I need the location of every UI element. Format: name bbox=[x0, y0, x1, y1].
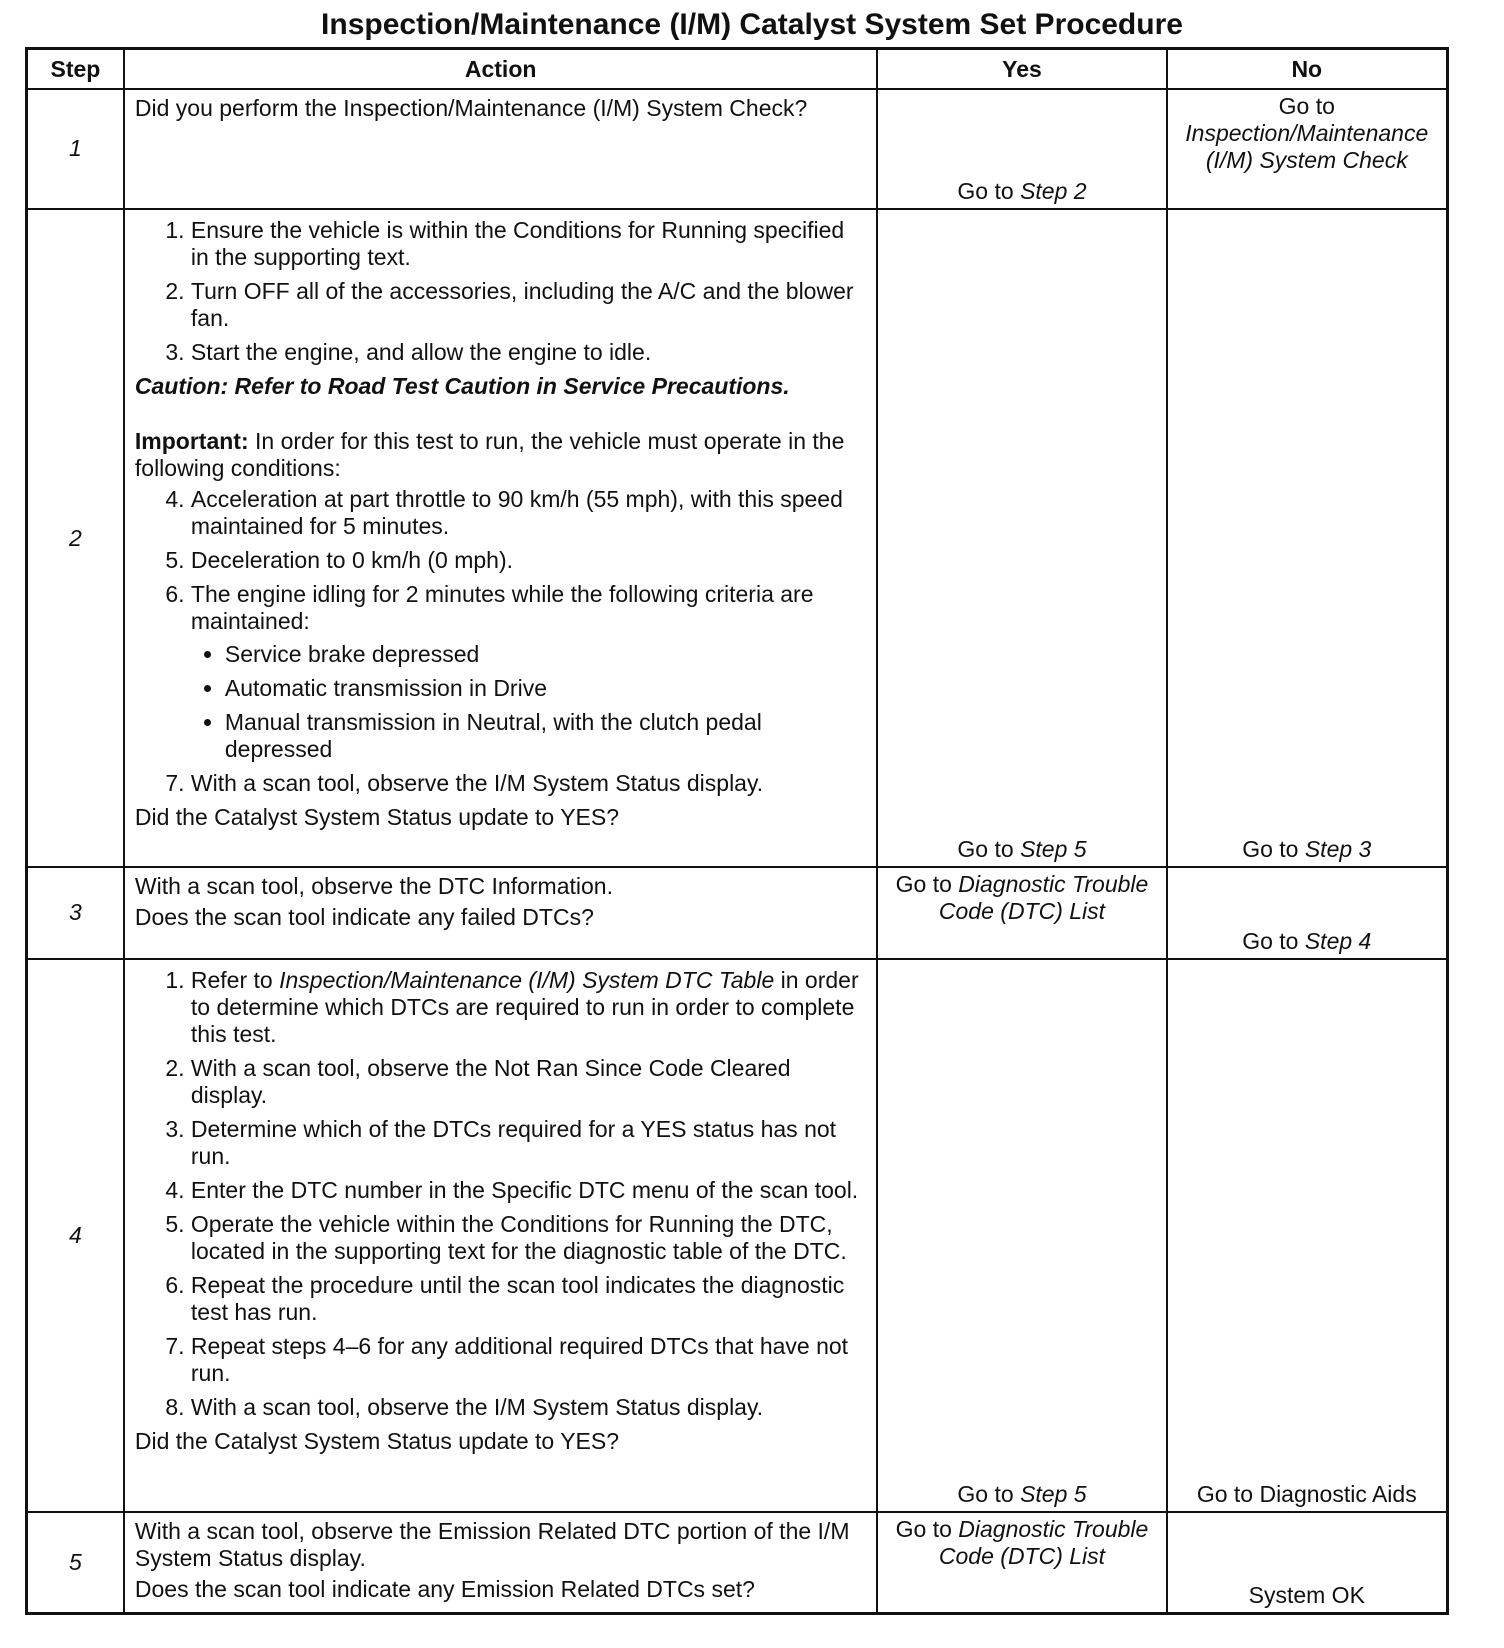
table-row bbox=[27, 209, 1448, 867]
bullet-item: • Automatic transmission in Drive bbox=[225, 675, 867, 702]
list-item: 1. Ensure the vehicle is within the Conditions for Running specified in the supporting text. bbox=[191, 217, 867, 271]
action-question: Did you perform the Inspection/Maintenance (I/M) System Check? bbox=[134, 95, 808, 121]
list-item: 3. Start the engine, and allow the engine to idle. bbox=[191, 339, 867, 366]
no-cell bbox=[1167, 959, 1448, 1513]
yes-prefix: Go to bbox=[957, 177, 1021, 204]
list-item: 2. With a scan tool, observe the Not Ran Since Code Cleared display. bbox=[191, 1055, 867, 1109]
no-prefix: Go to bbox=[1278, 93, 1335, 119]
step-number: 4 bbox=[27, 959, 124, 1513]
action-text: With a scan tool, observe the DTC Information. bbox=[134, 873, 613, 900]
numbered-list bbox=[135, 486, 867, 797]
step-number: 5 bbox=[27, 1512, 124, 1613]
bullet-item: • Service brake depressed bbox=[225, 641, 867, 668]
important-text: In order for this test to run, the vehicle must operate in the following conditions: bbox=[134, 427, 845, 481]
list-item: 8. With a scan tool, observe the I/M System Status display. bbox=[191, 1394, 867, 1421]
yes-cell bbox=[877, 867, 1166, 958]
yes-cell bbox=[877, 959, 1166, 1513]
numbered-list bbox=[135, 217, 867, 366]
list-item: 4. Acceleration at part throttle to 90 km/h (55 mph), with this speed maintained for 5 minutes. bbox=[191, 486, 867, 540]
list-item: 7. Repeat steps 4–6 for any additional required DTCs that have not run. bbox=[191, 1333, 867, 1387]
no-prefix: Go to bbox=[1242, 836, 1305, 863]
list-item: 2. Turn OFF all of the accessories, including the A/C and the blower fan. bbox=[191, 278, 867, 332]
important-note bbox=[135, 428, 867, 482]
yes-prefix: Go to bbox=[957, 836, 1021, 863]
no-text[interactable]: Go to Diagnostic Aids bbox=[1196, 1481, 1417, 1508]
header-no: No bbox=[1167, 49, 1448, 90]
no-text: System OK bbox=[1248, 1582, 1365, 1608]
list-item: 5. Deceleration to 0 km/h (0 mph). bbox=[191, 547, 867, 574]
dtc-table-link[interactable]: Inspection/Maintenance (I/M) System DTC Table bbox=[279, 966, 775, 993]
action-cell bbox=[124, 209, 878, 867]
yes-cell bbox=[877, 89, 1166, 209]
header-row bbox=[27, 49, 1448, 90]
list-item bbox=[191, 967, 867, 1048]
action-cell bbox=[124, 1512, 878, 1613]
caution-note bbox=[135, 373, 867, 400]
yes-link[interactable]: Step 5 bbox=[1020, 1481, 1087, 1508]
action-question: Does the scan tool indicate any Emission Related DTCs set? bbox=[134, 1576, 755, 1603]
step-number: 2 bbox=[27, 209, 124, 867]
header-yes: Yes bbox=[877, 49, 1166, 90]
no-cell bbox=[1167, 1512, 1448, 1613]
yes-link[interactable]: Diagnostic Trouble Code (DTC) List bbox=[938, 871, 1149, 925]
action-text: With a scan tool, observe the Emission Related DTC portion of the I/M System Status display. bbox=[134, 1518, 850, 1572]
list-item: 4. Enter the DTC number in the Specific DTC menu of the scan tool. bbox=[191, 1177, 867, 1204]
yes-prefix: Go to bbox=[895, 871, 959, 898]
page-title: Inspection/Maintenance (I/M) Catalyst System Set Procedure bbox=[321, 8, 1183, 41]
list-item: 7. With a scan tool, observe the I/M System Status display. bbox=[191, 770, 867, 797]
no-cell bbox=[1167, 867, 1448, 958]
table-row bbox=[27, 89, 1448, 209]
no-cell bbox=[1167, 209, 1448, 867]
action-cell bbox=[124, 959, 878, 1513]
yes-link[interactable]: Step 5 bbox=[1020, 836, 1087, 863]
list-item-text: Refer to bbox=[190, 966, 280, 993]
no-prefix: Go to bbox=[1242, 927, 1305, 954]
no-link[interactable]: Step 3 bbox=[1304, 836, 1372, 863]
table-row bbox=[27, 959, 1448, 1513]
action-cell bbox=[124, 867, 878, 958]
yes-prefix: Go to bbox=[895, 1516, 959, 1543]
list-item bbox=[191, 581, 867, 763]
important-label: Important: bbox=[134, 427, 249, 454]
action-question: Does the scan tool indicate any failed DTCs? bbox=[134, 904, 594, 931]
header-step: Step bbox=[27, 49, 124, 90]
list-item: 5. Operate the vehicle within the Conditions for Running the DTC, located in the supporting text for the diagnostic table of the DTC. bbox=[191, 1211, 867, 1265]
no-cell bbox=[1167, 89, 1448, 209]
list-item: 6. Repeat the procedure until the scan tool indicates the diagnostic test has run. bbox=[191, 1272, 867, 1326]
yes-prefix: Go to bbox=[957, 1481, 1021, 1508]
list-item: 3. Determine which of the DTCs required for a YES status has not run. bbox=[191, 1116, 867, 1170]
list-item-text: The engine idling for 2 minutes while the following criteria are maintained: bbox=[190, 580, 814, 634]
no-link[interactable]: Step 4 bbox=[1304, 927, 1372, 954]
header-action: Action bbox=[124, 49, 878, 90]
caution-link[interactable]: Service Precautions. bbox=[563, 372, 790, 399]
yes-cell bbox=[877, 209, 1166, 867]
table-row bbox=[27, 1512, 1448, 1613]
list-item-text: in order to determine which DTCs are required to run in order to complete this test. bbox=[190, 966, 859, 1047]
numbered-list bbox=[135, 967, 867, 1421]
action-cell bbox=[124, 89, 878, 209]
yes-cell bbox=[877, 1512, 1166, 1613]
step-number: 3 bbox=[27, 867, 124, 958]
yes-link[interactable]: Diagnostic Trouble Code (DTC) List bbox=[938, 1516, 1149, 1570]
action-question: Did the Catalyst System Status update to YES? bbox=[134, 803, 620, 830]
no-link[interactable]: Inspection/Maintenance (I/M) System Check bbox=[1185, 120, 1429, 173]
action-question: Did the Catalyst System Status update to YES? bbox=[134, 1427, 620, 1454]
bullet-item: • Manual transmission in Neutral, with the clutch pedal depressed bbox=[225, 709, 867, 763]
table-row bbox=[27, 867, 1448, 958]
procedure-table bbox=[25, 47, 1449, 1615]
bullet-list bbox=[191, 641, 867, 763]
yes-link[interactable]: Step 2 bbox=[1020, 177, 1087, 204]
step-number: 1 bbox=[27, 89, 124, 209]
caution-text: Caution: Refer to Road Test Caution in bbox=[134, 372, 564, 399]
